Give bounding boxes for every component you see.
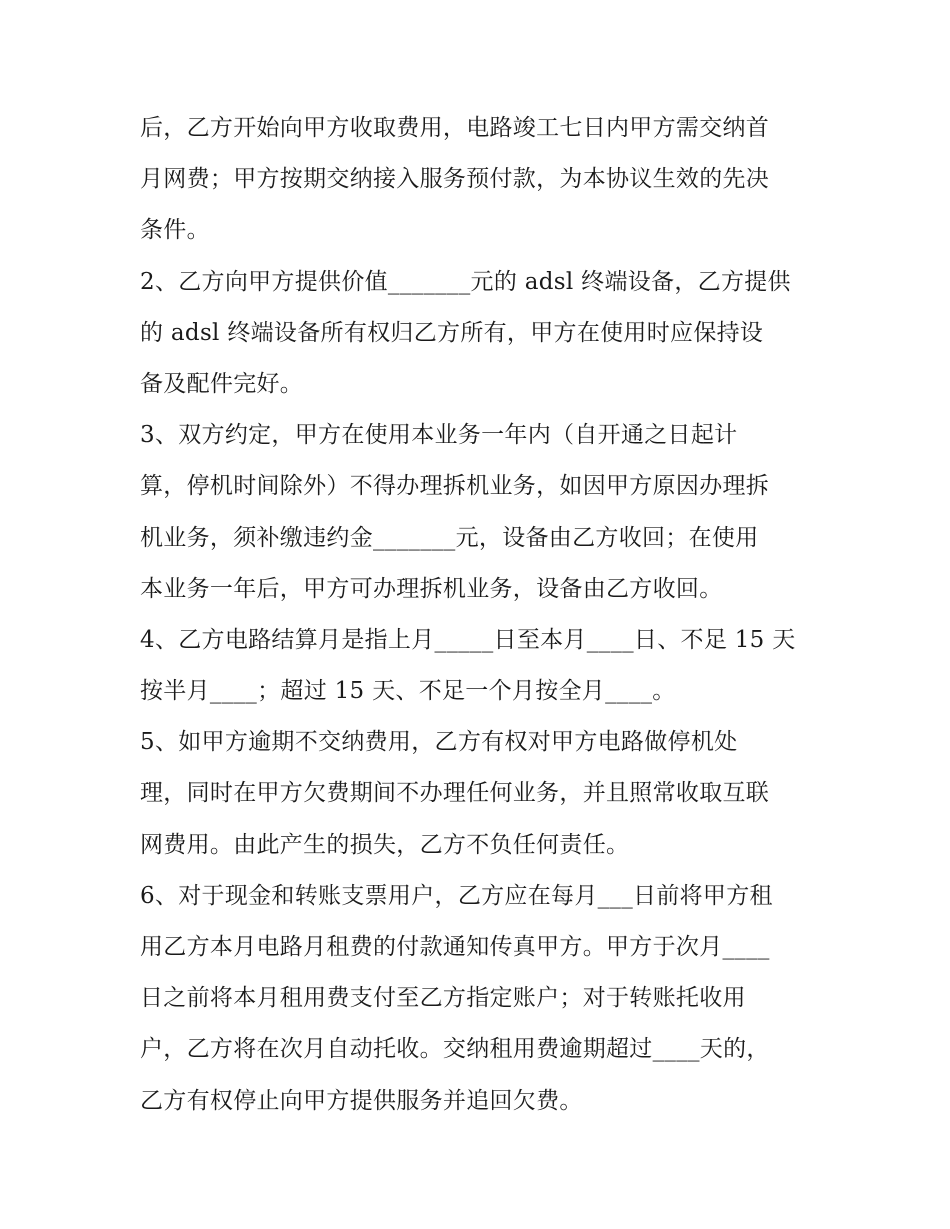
- text-line: 4、乙方电路结算月是指上月_____日至本月____日、不足 15 天: [140, 626, 796, 653]
- text-line: 网费用。由此产生的损失，乙方不负任何责任。: [140, 831, 630, 858]
- text-line: 户，乙方将在次月自动托收。交纳租用费逾期超过____天的，: [140, 1036, 770, 1063]
- text-line: 用乙方本月电路月租费的付款通知传真甲方。甲方于次月____: [140, 934, 770, 960]
- text-line: 2、乙方向甲方提供价值_______元的 adsl 终端设备，乙方提供: [140, 268, 791, 295]
- text-line: 算，停机时间除外）不得办理拆机业务，如因甲方原因办理拆: [140, 473, 770, 500]
- text-line: 机业务，须补缴违约金_______元，设备由乙方收回；在使用: [140, 524, 759, 551]
- text-line: 后，乙方开始向甲方收取费用，电路竣工七日内甲方需交纳首: [140, 115, 770, 141]
- text-line: 月网费；甲方按期交纳接入服务预付款，为本协议生效的先决: [140, 166, 770, 193]
- text-line: 理，同时在甲方欠费期间不办理任何业务，并且照常收取互联: [140, 780, 770, 807]
- text-line: 3、双方约定，甲方在使用本业务一年内（自开通之日起计: [140, 422, 738, 449]
- text-line: 日之前将本月租用费支付至乙方指定账户；对于转账托收用: [140, 985, 746, 1012]
- text-line: 备及配件完好。: [140, 370, 304, 397]
- document-body: [140, 103, 820, 1127]
- text-line: 5、如甲方逾期不交纳费用，乙方有权对甲方电路做停机处: [140, 729, 738, 756]
- text-line: 的 adsl 终端设备所有权归乙方所有，甲方在使用时应保持设: [140, 319, 764, 346]
- text-line: 条件。: [140, 217, 210, 244]
- text-line: 按半月____；超过 15 天、不足一个月按全月____。: [140, 678, 676, 705]
- text-line: 6、对于现金和转账支票用户，乙方应在每月___日前将甲方租: [140, 882, 773, 909]
- text-line: 本业务一年后，甲方可办理拆机业务，设备由乙方收回。: [140, 575, 723, 602]
- text-line: 乙方有权停止向甲方提供服务并追回欠费。: [140, 1087, 583, 1114]
